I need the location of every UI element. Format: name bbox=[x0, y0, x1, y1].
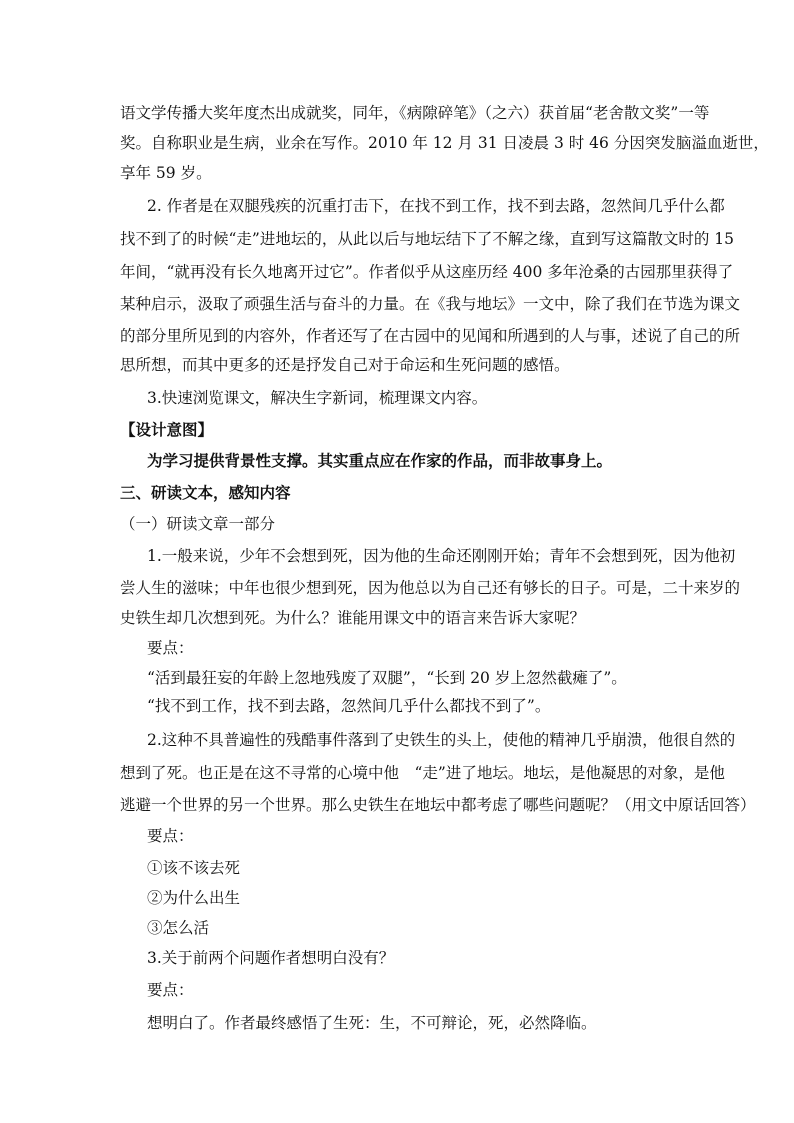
q2-line-3: 逃避一个世界的另一个世界。那么史铁生在地坛中都考虑了哪些问题呢？（用文中原话回答） bbox=[120, 796, 756, 814]
item2-line-6: 思所想，而其中更多的还是抒发自己对于命运和生死问题的感悟。 bbox=[120, 356, 570, 374]
key-label-1: 要点： bbox=[147, 639, 194, 657]
q2-line-2: 想到了死。也正是在这不寻常的心境中他 “走”进了地坛。地坛，是他凝思的对象，是他 bbox=[120, 764, 725, 782]
design-heading: 【设计意图】 bbox=[120, 420, 214, 439]
q1-line-1: 1.一般来说，少年不会想到死，因为他的生命还刚刚开始；青年不会想到死，因为他初 bbox=[147, 547, 736, 565]
intro-line-1: 语文学传播大奖年度杰出成就奖，同年，《病隙碎笔》（之六）获首届“老舍散文奖”一等 bbox=[120, 104, 710, 122]
item2-line-1: 2. 作者是在双腿残疾的沉重打击下，在找不到工作，找不到去路，忽然间几乎什么都 bbox=[147, 197, 725, 215]
q3-answer: 想明白了。作者最终感悟了生死：生，不可辩论，死，必然降临。 bbox=[147, 1014, 597, 1032]
intro-line-3: 享年 59 岁。 bbox=[120, 164, 212, 182]
item2-line-4: 某种启示，汲取了顽强生活与奋斗的力量。在《我与地坛》一文中，除了我们在节选为课文 bbox=[120, 295, 741, 313]
item2-line-5: 的部分里所见到的内容外，作者还写了在古园中的见闻和所遇到的人与事，述说了自己的所 bbox=[120, 327, 741, 345]
q1-line-3: 史铁生却几次想到死。为什么？谁能用课文中的语言来告诉大家呢？ bbox=[120, 609, 586, 627]
q3-text: 3.关于前两个问题作者想明白没有？ bbox=[147, 949, 395, 967]
item2-line-2: 找不到了的时候“走”进地坛的，从此以后与地坛结下了不解之缘，直到写这篇散文时的 15 bbox=[120, 230, 735, 248]
q2-line-1: 2.这种不具普遍性的残酷事件落到了史铁生的头上，使他的精神几乎崩溃，他很自然的 bbox=[147, 731, 736, 749]
q2-point-3: ③怎么活 bbox=[147, 919, 210, 937]
section3-heading: 三、研读文本，感知内容 bbox=[120, 483, 291, 502]
item2-line-3: 年间，“就再没有长久地离开过它”。作者似乎从这座历经 400 多年沧桑的古园那里获得了 bbox=[120, 263, 734, 281]
intro-line-2: 奖。自称职业是生病，业余在写作。2010 年 12 月 31 日凌晨 3 时 46 分因突发脑溢血逝世， bbox=[120, 134, 769, 152]
item3-text: 3.快速浏览课文，解决生字新词，梳理课文内容。 bbox=[147, 389, 488, 407]
q1-quote-2: “找不到工作，找不到去路，忽然间几乎什么都找不到了”。 bbox=[147, 697, 551, 715]
sub1-heading: （一）研读文章一部分 bbox=[120, 515, 276, 533]
design-text: 为学习提供背景性支撑。其实重点应在作家的作品，而非故事身上。 bbox=[147, 451, 613, 470]
key-label-2: 要点： bbox=[147, 827, 194, 845]
q2-point-1: ①该不该去死 bbox=[147, 859, 241, 877]
q1-line-2: 尝人生的滋味；中年也很少想到死，因为他总以为自己还有够长的日子。可是，二十来岁的 bbox=[120, 579, 741, 597]
q1-quote-1: “活到最狂妄的年龄上忽地残废了双腿”，“长到 20 岁上忽然截瘫了”。 bbox=[147, 669, 627, 687]
key-label-3: 要点： bbox=[147, 981, 194, 999]
q2-point-2: ②为什么出生 bbox=[147, 889, 241, 907]
